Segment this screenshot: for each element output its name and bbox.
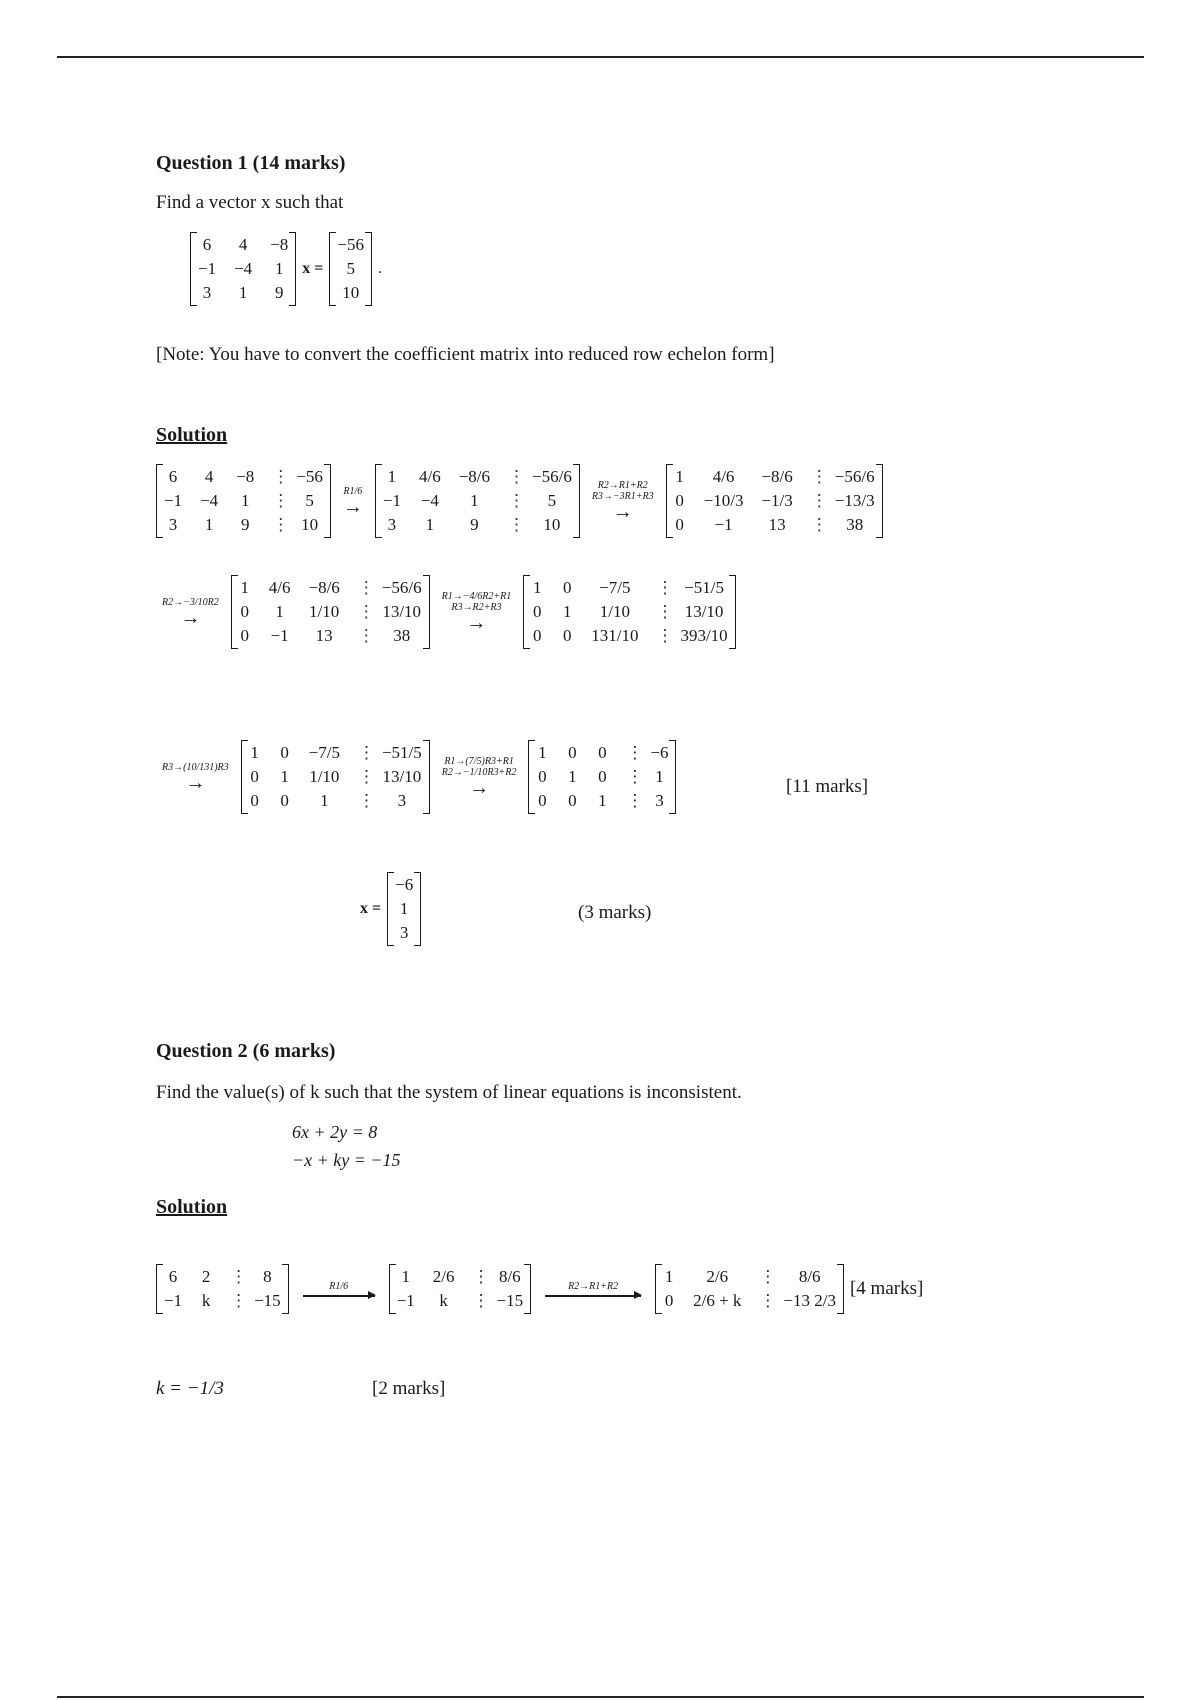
matrix-entry: 4/6 [418,467,441,486]
matrix-entry: 0 [532,626,542,645]
matrix-entry: 4/6 [712,467,735,486]
matrix-entry: 8/6 [498,1267,521,1286]
matrix-entry: −13/3 [834,491,875,510]
matrix-entry: 1/10 [599,602,630,621]
q1-step2 [156,575,736,649]
matrix-entry: −6 [395,875,414,894]
coefficient-matrix [190,232,296,306]
augmented-matrix-0 [156,464,331,538]
matrix-separator: ⋮ [357,743,375,762]
matrix-entry: 1 [399,899,409,918]
matrix-entry: 131/10 [591,626,639,645]
q2-solution-label: Solution [156,1196,228,1218]
matrix-entry: −4 [234,259,253,278]
matrix-entry: 1 [655,767,664,786]
matrix-entry: 8 [263,1267,272,1286]
augmented-matrix-5 [241,740,430,814]
matrix-entry: 13 [768,515,786,534]
matrix-entry: −1 [382,491,401,510]
top-rule [57,56,1144,58]
matrix-entry: 0 [675,491,684,510]
q1-system [190,232,382,306]
matrix-entry: 1 [204,515,214,534]
q2-augmented-matrix-0 [156,1264,289,1314]
matrix-entry: 0 [280,791,289,810]
q1-step1 [156,464,883,538]
arrow-icon: → [342,495,363,518]
matrix-separator: ⋮ [272,515,290,534]
row-op-label: R2→−1/10R3+R2 [441,767,517,778]
matrix-separator: ⋮ [656,626,674,645]
matrix-entry: 2/6 + k [693,1291,742,1310]
matrix-entry: 0 [532,602,542,621]
matrix-entry: 1 [320,791,329,810]
matrix-entry: 8/6 [798,1267,821,1286]
matrix-entry: −1 [164,1291,183,1310]
matrix-entry: 3 [655,791,664,810]
row-op-label: R2→−3/10R2 [162,596,219,608]
matrix-entry: k [439,1291,448,1310]
matrix-entry: 0 [675,515,684,534]
matrix-entry: −56 [337,235,364,254]
q2-prompt: Find the value(s) of k such that the system of linear equations is inconsistent. [156,1082,742,1103]
matrix-entry: −6 [650,743,669,762]
row-op-label: R3→−3R1+R3 [591,491,654,502]
q2-step-marks: [4 marks] [849,1278,924,1299]
matrix-entry: 0 [538,791,547,810]
matrix-separator: ⋮ [508,515,526,534]
matrix-entry: 1 [538,743,547,762]
augmented-matrix-4 [523,575,735,649]
row-op-label: R1→−4/6R2+R1 [441,591,512,602]
row-op-label: R2→R1+R2 [597,480,648,491]
matrix-entry: 1/10 [309,767,340,786]
matrix-entry: −1 [164,491,183,510]
matrix-entry: 1 [568,767,577,786]
q1-solution-label: Solution [156,424,228,446]
matrix-entry: 0 [240,626,249,645]
q2-equation-1: 6x + 2y = 8 [292,1122,378,1142]
q2-augmented-matrix-2 [655,1264,844,1314]
q2-row-op-arrow-2 [545,1281,641,1297]
matrix-entry: 1 [240,578,249,597]
matrix-entry: 393/10 [680,626,728,645]
q1-answer-marks: (3 marks) [578,902,652,923]
matrix-entry: 1 [240,491,250,510]
arrow-icon: → [180,606,201,629]
matrix-entry: 9 [274,283,284,302]
row-op-arrow-3 [162,597,219,628]
matrix-entry: 4 [204,467,214,486]
matrix-separator: ⋮ [357,626,375,645]
matrix-entry: 0 [568,791,577,810]
matrix-entry: 1 [274,259,284,278]
q2-answer-marks: [2 marks] [372,1378,446,1399]
matrix-entry: 1 [401,1267,410,1286]
matrix-separator: ⋮ [508,491,526,510]
matrix-separator: ⋮ [272,491,290,510]
matrix-entry: 0 [240,602,249,621]
arrow-icon: → [185,771,206,794]
matrix-separator: ⋮ [472,1291,490,1310]
matrix-separator: ⋮ [272,467,290,486]
matrix-entry: −56/6 [532,467,572,486]
matrix-entry: 38 [393,626,411,645]
matrix-entry: −8/6 [458,467,491,486]
q1-title: Question 1 (14 marks) [156,152,346,174]
matrix-entry: 2 [201,1267,211,1286]
matrix-entry: 1 [425,515,435,534]
arrow-icon: → [466,612,487,634]
matrix-separator: ⋮ [810,515,828,534]
matrix-entry: 13/10 [684,602,724,621]
matrix-entry: 5 [305,491,314,510]
q1-step-marks: [11 marks] [786,776,869,797]
matrix-separator: ⋮ [357,602,375,621]
matrix-entry: 3 [399,923,409,942]
matrix-entry: 9 [470,515,479,534]
matrix-entry: 1 [275,602,284,621]
row-op-label: R1→(7/5)R3+R1 [444,756,514,767]
matrix-separator: ⋮ [810,491,828,510]
matrix-separator: ⋮ [626,743,644,762]
matrix-entry: 6 [168,1267,178,1286]
q2-steps [156,1264,923,1314]
matrix-separator: ⋮ [626,767,644,786]
matrix-separator: ⋮ [230,1267,248,1286]
matrix-separator: ⋮ [810,467,828,486]
arrow-icon: → [612,501,633,523]
matrix-entry: −1/3 [761,491,793,510]
q1-note: [Note: You have to convert the coefficient matrix into reduced row echelon form] [156,344,775,365]
matrix-entry: 10 [301,515,319,534]
q2-answer: k = −1/3 [156,1378,224,1399]
arrow-icon: → [469,777,490,799]
matrix-entry: 1 [470,491,479,510]
matrix-entry: −1 [270,626,289,645]
matrix-entry: −1 [714,515,733,534]
matrix-separator: ⋮ [357,767,375,786]
matrix-entry: 4 [238,235,248,254]
period: . [378,260,382,277]
long-arrow-icon [303,1295,375,1297]
matrix-entry: 2/6 [432,1267,455,1286]
matrix-entry: −15 [254,1291,281,1310]
row-op-label: R2→R1+R2 [568,1281,619,1293]
matrix-entry: 3 [202,283,212,302]
q1-step3 [156,740,676,814]
row-op-label: R3→(10/131)R3 [162,761,229,773]
matrix-entry: 1 [562,602,572,621]
matrix-entry: 0 [280,743,289,762]
row-op-arrow-4 [442,591,512,633]
matrix-entry: 13/10 [382,767,422,786]
matrix-entry: −8/6 [761,467,793,486]
matrix-entry: 1 [664,1267,674,1286]
augmented-matrix-1 [375,464,580,538]
matrix-separator: ⋮ [759,1267,777,1286]
matrix-separator: ⋮ [656,602,674,621]
matrix-entry: 0 [250,767,259,786]
matrix-entry: 0 [538,767,547,786]
matrix-entry: 10 [342,283,360,302]
matrix-entry: −8/6 [308,578,340,597]
matrix-entry: −51/5 [381,743,422,762]
augmented-matrix-6 [528,740,676,814]
matrix-entry: −4 [420,491,439,510]
row-op-arrow-1 [343,486,363,517]
q1-answer [360,872,421,946]
long-arrow-icon [545,1295,641,1297]
rhs-vector [329,232,372,306]
q2-title: Question 2 (6 marks) [156,1040,336,1062]
matrix-entry: 1 [675,467,684,486]
x-vector-label: x = [302,260,324,277]
answer-x-label: x = [360,900,382,917]
matrix-entry: 3 [397,791,407,810]
matrix-entry: 5 [547,491,557,510]
matrix-entry: −1 [198,259,217,278]
solution-vector [387,872,421,946]
matrix-separator: ⋮ [357,791,375,810]
matrix-entry: −10/3 [703,491,744,510]
matrix-entry: 4/6 [268,578,291,597]
row-op-arrow-6 [442,756,517,798]
matrix-entry: −8 [270,235,289,254]
matrix-entry: 6 [168,467,178,486]
q2-augmented-matrix-1 [389,1264,531,1314]
matrix-entry: 9 [240,515,250,534]
row-op-arrow-5 [162,762,229,793]
matrix-separator: ⋮ [230,1291,248,1310]
matrix-entry: 13 [315,626,333,645]
matrix-entry: 1 [250,743,259,762]
matrix-entry: −4 [200,491,219,510]
matrix-entry: 3 [168,515,178,534]
matrix-entry: 0 [250,791,259,810]
matrix-entry: 1 [280,767,289,786]
matrix-entry: −13 2/3 [783,1291,836,1310]
matrix-entry: 10 [543,515,561,534]
row-op-label: R1/6 [329,1281,349,1293]
q2-equation-2: −x + ky = −15 [292,1150,401,1170]
matrix-separator: ⋮ [656,578,674,597]
matrix-entry: 13/10 [382,602,422,621]
matrix-entry: 5 [346,259,355,278]
matrix-separator: ⋮ [472,1267,490,1286]
matrix-entry: 3 [387,515,397,534]
matrix-entry: −15 [496,1291,524,1310]
matrix-entry: 6 [202,235,212,254]
q2-row-op-arrow-1 [303,1281,375,1297]
q1-prompt: Find a vector x such that [156,192,344,213]
matrix-entry: −7/5 [599,578,631,597]
bottom-rule [57,1696,1144,1698]
matrix-entry: −56 [296,467,323,486]
row-op-arrow-2 [592,480,654,522]
matrix-entry: k [201,1291,211,1310]
matrix-entry: −1 [396,1291,415,1310]
matrix-entry: 0 [664,1291,674,1310]
matrix-entry: 1 [387,467,397,486]
augmented-matrix-2 [666,464,883,538]
matrix-separator: ⋮ [626,791,644,810]
matrix-entry: 1 [598,791,607,810]
matrix-entry: 38 [846,515,864,534]
row-op-label: R3→R2+R3 [451,602,502,613]
matrix-entry: 0 [562,626,572,645]
matrix-entry: 0 [562,578,572,597]
matrix-entry: −8 [236,467,255,486]
matrix-entry: 1/10 [309,602,340,621]
matrix-entry: −7/5 [308,743,340,762]
matrix-entry: 1 [532,578,542,597]
augmented-matrix-3 [231,575,430,649]
matrix-entry: −51/5 [684,578,724,597]
matrix-entry: −56/6 [381,578,422,597]
matrix-entry: −56/6 [834,467,875,486]
matrix-entry: 0 [598,743,607,762]
matrix-entry: 0 [568,743,577,762]
matrix-separator: ⋮ [508,467,526,486]
matrix-entry: 2/6 [706,1267,729,1286]
matrix-entry: 0 [598,767,607,786]
row-op-label: R1/6 [343,485,363,497]
matrix-entry: 1 [238,283,248,302]
matrix-separator: ⋮ [759,1291,777,1310]
matrix-separator: ⋮ [357,578,375,597]
